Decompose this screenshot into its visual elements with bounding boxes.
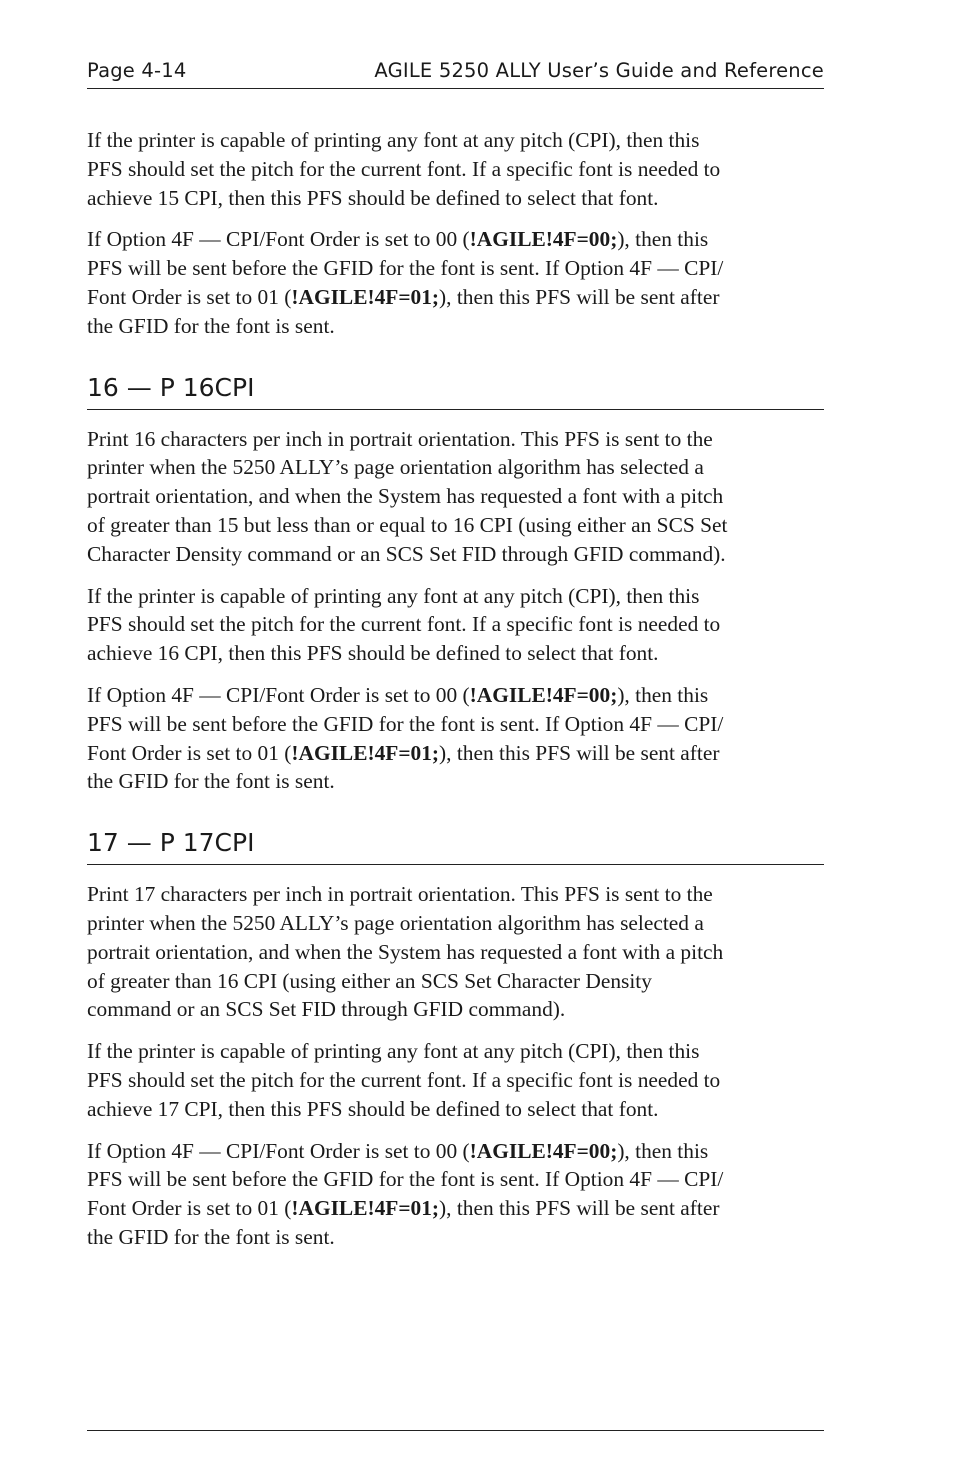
section-16-paragraph-2: If the printer is capable of printing any font at any pitch (CPI), then this PFS should set the pitch for the current font. If a specific font is needed to achieve 16 CPI, then this PFS should be defined to select that font. xyxy=(87,583,721,666)
intro-paragraph-2 xyxy=(87,225,824,340)
section-17-paragraph-3 xyxy=(87,1137,824,1252)
intro-paragraph-1: If the printer is capable of printing any font at any pitch (CPI), then this PFS should set the pitch for the current font. If a specific font is needed to achieve 15 CPI, then this PFS should be defined to select that font. xyxy=(87,128,721,210)
section-17-paragraph-2: If the printer is capable of printing any font at any pitch (CPI), then this PFS should set the pitch for the current font. If a specific font is needed to achieve 17 CPI, then this PFS should be defined to select that font. xyxy=(87,1039,721,1121)
section-heading-16cpi: 16 — P 16CPI xyxy=(87,371,824,410)
section-16-paragraph-3 xyxy=(87,681,824,796)
command-code: !AGILE!4F=01; xyxy=(291,1196,440,1221)
command-code: !AGILE!4F=00; xyxy=(469,1138,618,1163)
command-code: !AGILE!4F=00; xyxy=(469,227,618,252)
page-number: Page 4-14 xyxy=(87,59,187,82)
running-header xyxy=(87,56,824,89)
text-run: If Option 4F — CPI/Font Order is set to 00 ( xyxy=(87,682,470,707)
footer-rule xyxy=(87,1430,824,1431)
text-run: ), then this PFS will be sent after the GFID for the font is sent. xyxy=(87,284,720,338)
text-run: If Option 4F — CPI/Font Order is set to 00 ( xyxy=(87,227,470,252)
text-run: ), then this PFS will be sent before the GFID for the font is sent. If Option 4F — CPI/ Font Order is set to 01 ( xyxy=(87,682,724,765)
section-heading-17cpi: 17 — P 17CPI xyxy=(87,826,824,865)
page-content xyxy=(87,126,824,1265)
text-run: If Option 4F — CPI/Font Order is set to 00 ( xyxy=(87,1138,470,1163)
section-17-paragraph-1: Print 17 characters per inch in portrait orientation. This PFS is sent to the printer when the 5250 ALLY’s page orientation algorithm has selected a portrait orientation, and when the System has requested a font with a pitch of greater than 16 CPI (using either an SCS Set Character Density command or an SCS Set FID through GFID command). xyxy=(87,882,724,1022)
text-run: ), then this PFS will be sent before the GFID for the font is sent. If Option 4F — CPI/ Font Order is set to 01 ( xyxy=(87,227,724,309)
document-page xyxy=(87,0,824,1475)
command-code: !AGILE!4F=01; xyxy=(291,284,440,309)
command-code: !AGILE!4F=01; xyxy=(291,740,440,765)
text-run: ), then this PFS will be sent after the GFID for the font is sent. xyxy=(87,740,720,794)
book-title: AGILE 5250 ALLY User’s Guide and Reference xyxy=(374,59,824,82)
command-code: !AGILE!4F=00; xyxy=(469,682,618,707)
section-16-paragraph-1: Print 16 characters per inch in portrait orientation. This PFS is sent to the printer when the 5250 ALLY’s page orientation algorithm has selected a portrait orientation, and when the System has requested a font with a pitch of greater than 15 but less than or equal to 16 CPI (using either an SCS Set Character Density command or an SCS Set FID through GFID command). xyxy=(87,426,728,566)
text-run: ), then this PFS will be sent after the GFID for the font is sent. xyxy=(87,1196,720,1249)
text-run: ), then this PFS will be sent before the GFID for the font is sent. If Option 4F — CPI/ Font Order is set to 01 ( xyxy=(87,1138,724,1221)
